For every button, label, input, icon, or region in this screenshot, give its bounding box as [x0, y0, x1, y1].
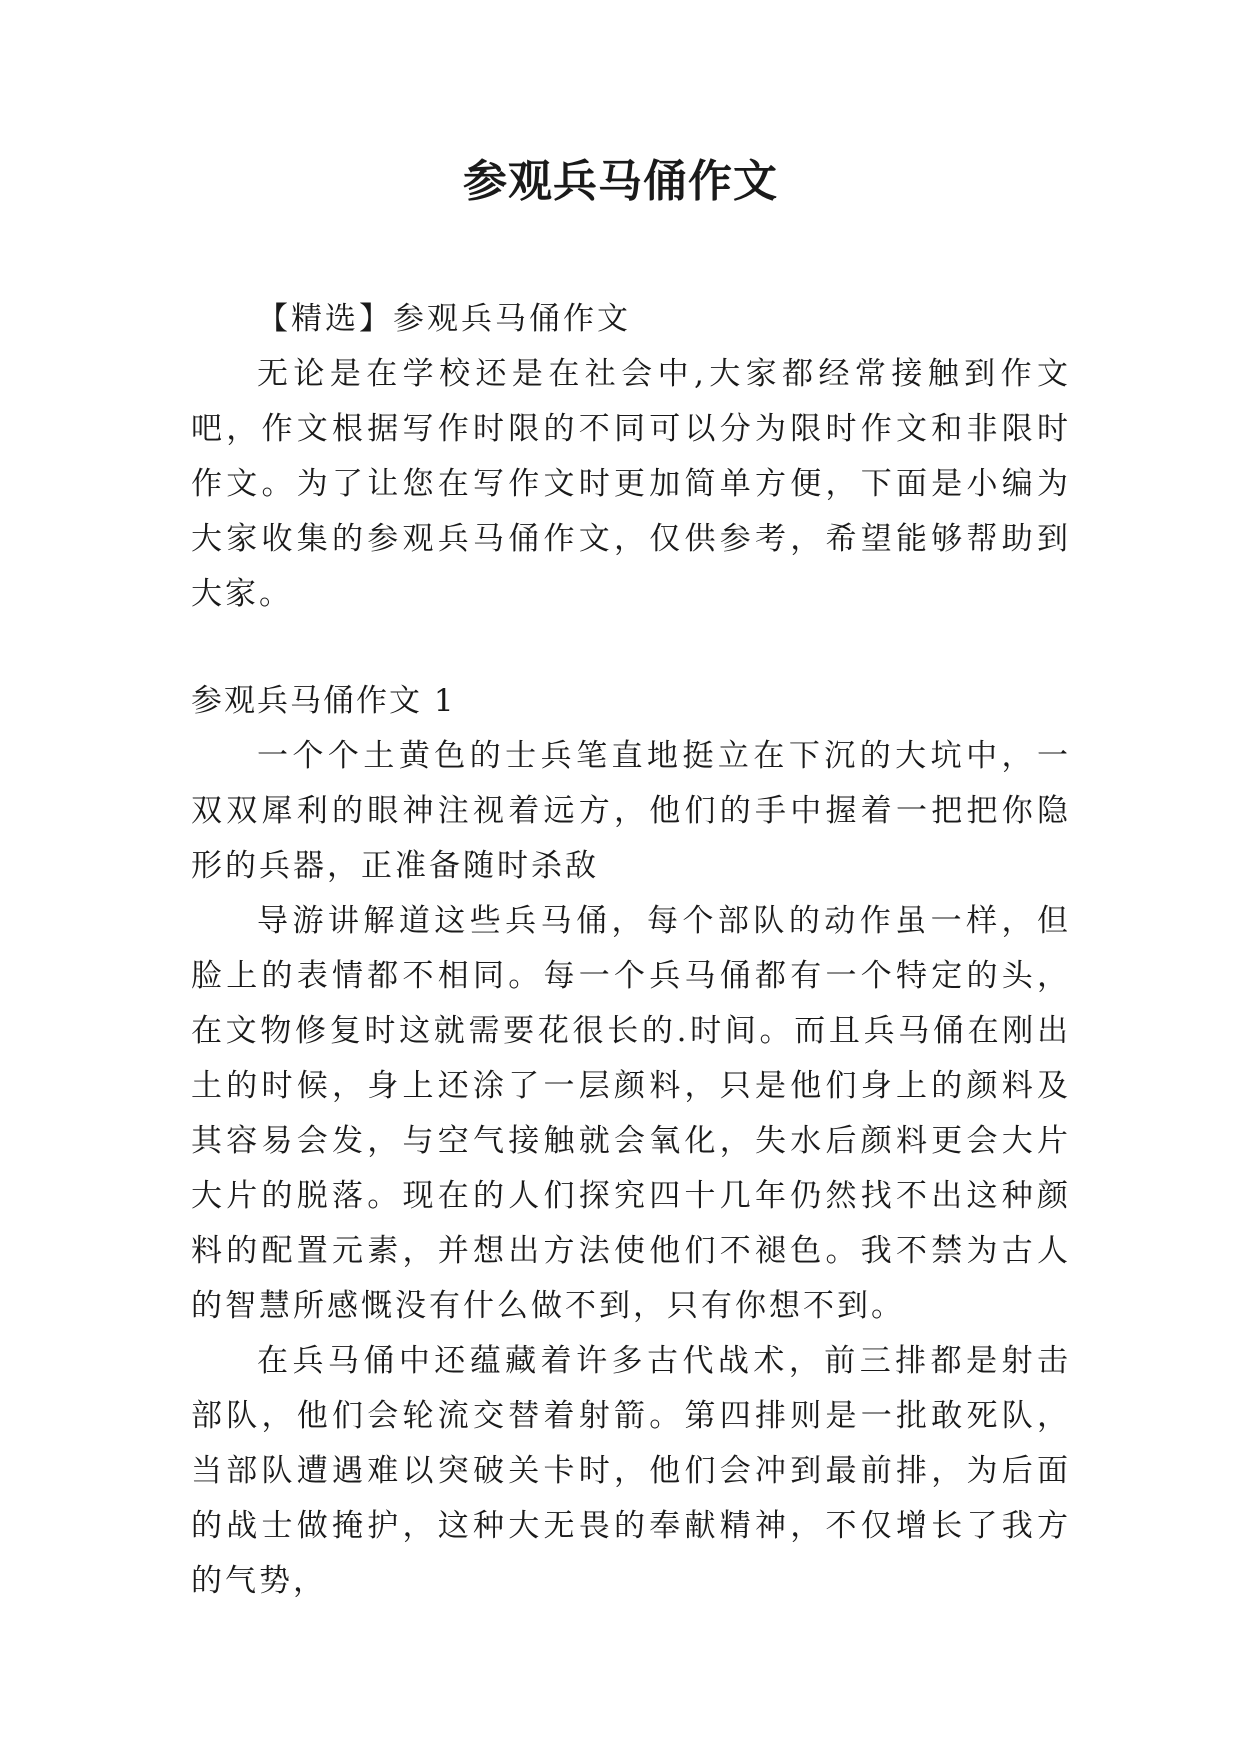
body-paragraph: 导游讲解道这些兵马俑，每个部队的动作虽一样，但脸上的表情都不相同。每一个兵马俑都有一个特定的头，在文物修复时这就需要花很长的.时间。而且兵马俑在刚出土的时候，身上还涂了一层颜料，只是他们身上的颜料及其容易会发，与空气接触就会氧化，失水后颜料更会大片大片的脱落。现在的人们探究四十几年仍然找不出这种颜料的配置元素，并想出方法使他们不褪色。我不禁为古人的智慧所感慨没有什么做不到，只有你想不到。 — [191, 903, 1071, 1324]
section-heading: 参观兵马俑作文 1 — [191, 683, 456, 719]
body-paragraph: 在兵马俑中还蕴藏着许多古代战术，前三排都是射击部队，他们会轮流交替着射箭。第四排则是一批敢死队，当部队遭遇难以突破关卡时，他们会冲到最前排，为后面的战士做掩护，这种大无畏的奉献精神，不仅增长了我方的气势， — [191, 1343, 1071, 1599]
document-body — [191, 292, 1071, 1609]
document-title: 参观兵马俑作文 — [463, 156, 778, 207]
intro-paragraph: 无论是在学校还是在社会中,大家都经常接触到作文吧，作文根据写作时限的不同可以分为限时作文和非限时作文。为了让您在写作文时更加简单方便，下面是小编为大家收集的参观兵马俑作文，仅供参考，希望能够帮助到大家。 — [191, 356, 1071, 612]
body-paragraph: 一个个土黄色的士兵笔直地挺立在下沉的大坑中，一双双犀利的眼神注视着远方，他们的手中握着一把把你隐形的兵器，正准备随时杀敌 — [191, 738, 1071, 884]
intro-label: 【精选】参观兵马俑作文 — [257, 301, 631, 337]
